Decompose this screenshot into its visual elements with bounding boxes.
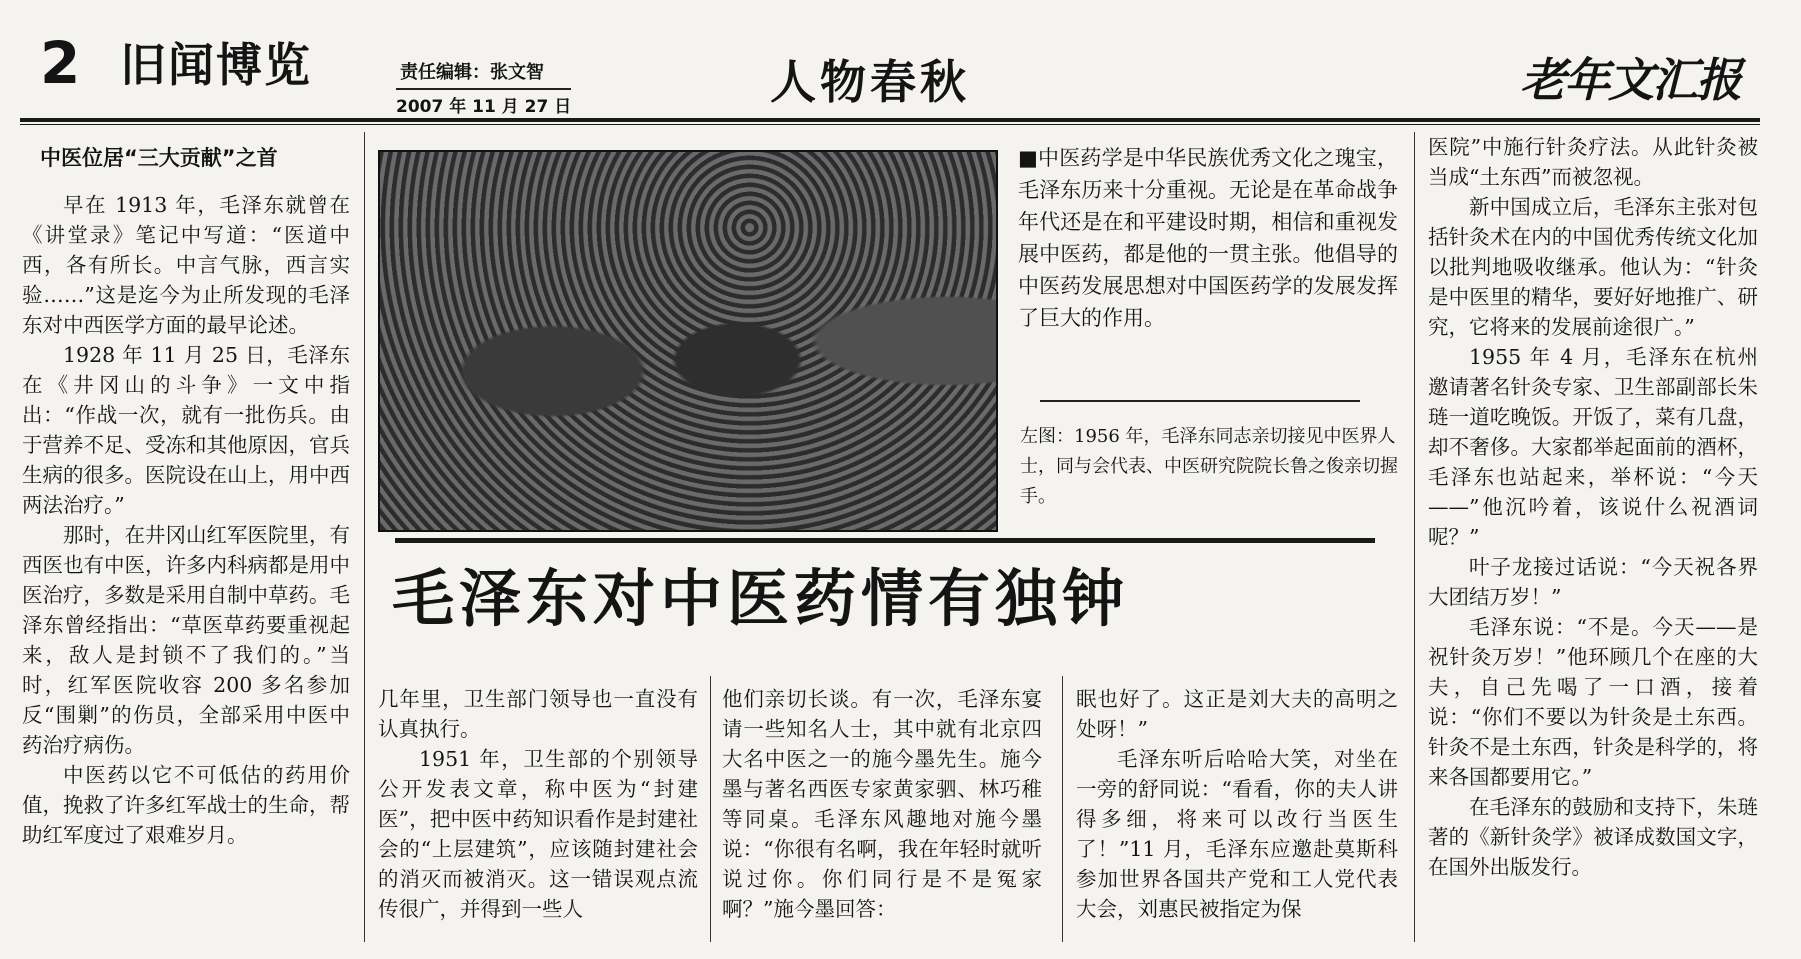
column-divider xyxy=(1414,132,1415,942)
paragraph: 新中国成立后，毛泽东主张对包括针灸术在内的中国优秀传统文化加以批判地吸收继承。他认为：“针灸是中医里的精华，要好好地推广、研究，它将来的发展前途很广。” xyxy=(1428,195,1758,339)
article-column-2 xyxy=(378,684,698,924)
paragraph: 中医药以它不可低估的药用价值，挽救了许多红军战士的生命，帮助红军度过了艰难岁月。 xyxy=(22,763,350,847)
paragraph: 几年里，卫生部门领导也一直没有认真执行。 xyxy=(378,687,698,741)
article-column-5 xyxy=(1428,132,1758,882)
section-title: 旧闻博览 xyxy=(120,38,312,92)
page-number: 2 xyxy=(40,29,81,97)
article-intro: ■中医药学是中华民族优秀文化之瑰宝，毛泽东历来十分重视。无论是在革命战争年代还是在和平建设时期，相信和重视发展中医药，都是他的一贯主张。他倡导的中医药发展思想对中国医药学的发展发挥了巨大的作用。 xyxy=(1018,146,1398,330)
column-divider xyxy=(364,132,365,942)
paragraph: 他们亲切长谈。有一次，毛泽东宴请一些知名人士，其中就有北京四大名中医之一的施今墨先生。施今墨与著名西医专家黄家驷、林巧稚等同桌。毛泽东风趣地对施今墨说：“你很有名啊，我在年轻时就听说过你。你们同行是不是冤家啊？”施今墨回答： xyxy=(722,687,1042,921)
column-divider xyxy=(1062,676,1063,942)
column-divider xyxy=(710,676,711,942)
paragraph: 1955 年 4 月，毛泽东在杭州邀请著名针灸专家、卫生部副部长朱琏一道吃晚饭。开饭了，菜有几盘，却不奢侈。大家都举起面前的酒杯，毛泽东也站起来，举杯说：“今天——”他沉吟着，该说什么祝酒词呢？” xyxy=(1428,345,1758,549)
paragraph: 医院”中施行针灸疗法。从此针灸被当成“土东西”而被忽视。 xyxy=(1428,135,1758,189)
news-photo xyxy=(378,150,998,532)
editor-credit: 责任编辑：张文智 xyxy=(400,62,544,83)
intro-divider xyxy=(1040,400,1360,402)
paragraph: 叶子龙接过话说：“今天祝各界大团结万岁！” xyxy=(1428,555,1758,609)
paragraph: 毛泽东说：“不是。今天——是祝针灸万岁！”他环顾几个在座的大夫，自己先喝了一口酒，接着说：“你们不要以为针灸是土东西。针灸不是土东西，针灸是科学的，将来各国都要用它。” xyxy=(1428,615,1758,789)
photo-caption: 左图：1956 年，毛泽东同志亲切接见中医界人士，同与会代表、中医研究院院长鲁之俊亲切握手。 xyxy=(1020,426,1398,507)
headline: 毛泽东对中医药情有独钟 xyxy=(392,562,1130,635)
newspaper-name: 老年文汇报 xyxy=(1520,53,1740,107)
headline-rule xyxy=(395,538,1375,543)
article-column-4 xyxy=(1076,684,1398,924)
subhead: 中医位居“三大贡献”之首 xyxy=(40,146,278,170)
column-title: 人物春秋 xyxy=(770,55,970,109)
paragraph: 在毛泽东的鼓励和支持下，朱琏著的《新针灸学》被译成数国文字，在国外出版发行。 xyxy=(1428,795,1758,879)
article-column-3 xyxy=(722,684,1042,924)
paragraph: 1951 年，卫生部的个别领导公开发表文章，称中医为“封建医”，把中医中药知识看作是封建社会的“上层建筑”，应该随封建社会的消灭而被消灭。这一错误观点流传很广，并得到一些人 xyxy=(378,747,698,921)
paragraph: 毛泽东听后哈哈大笑，对坐在一旁的舒同说：“看看，你的夫人讲得多细，将来可以改行当医生了！”11 月，毛泽东应邀赴莫斯科参加世界各国共产党和工人党代表大会，刘惠民被指定为保 xyxy=(1076,747,1398,921)
paragraph: 1928 年 11 月 25 日，毛泽东在《井冈山的斗争》一文中指出：“作战一次，就有一批伤兵。由于营养不足、受冻和其他原因，官兵生病的很多。医院设在山上，用中西两法治疗。” xyxy=(22,343,350,517)
header-rule-thin xyxy=(20,124,1760,125)
paragraph: 早在 1913 年，毛泽东就曾在《讲堂录》笔记中写道：“医道中西，各有所长。中言气脉，西言实验……”这是迄今为止所发现的毛泽东对中西医学方面的最早论述。 xyxy=(22,193,350,337)
paragraph: 眠也好了。这正是刘大夫的高明之处呀！” xyxy=(1076,687,1398,741)
article-column-1 xyxy=(22,142,350,850)
issue-date: 2007 年 11 月 27 日 xyxy=(396,88,571,117)
paragraph: 那时，在井冈山红军医院里，有西医也有中医，许多内科病都是用中医治疗，多数是采用自制中草药。毛泽东曾经指出：“草医草药要重视起来，敌人是封锁不了我们的。”当时，红军医院收容 200 多名参加反“围剿”的伤员，全部采用中医中药治疗病伤。 xyxy=(22,523,350,757)
header-rule xyxy=(20,118,1760,122)
